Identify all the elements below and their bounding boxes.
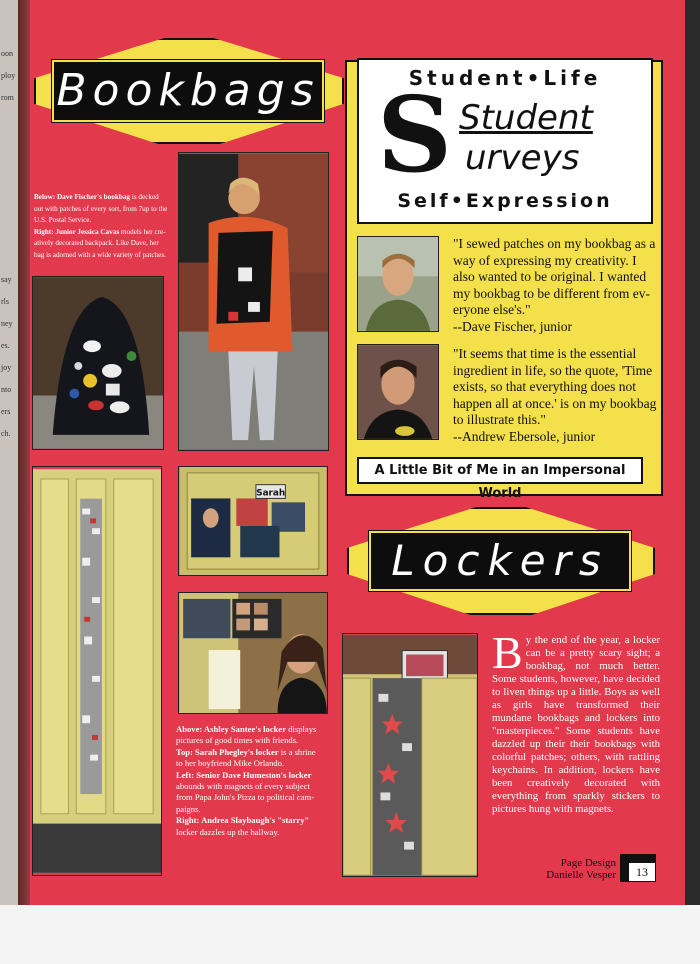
caption-line — [34, 192, 174, 204]
previous-page-fragment: joy — [1, 363, 12, 372]
lockers-heading: Lockers — [391, 536, 609, 585]
caption-subject: Above: Ashley Santee's locker — [176, 724, 287, 734]
previous-page-fragment: oon — [1, 49, 13, 58]
credit-label: Page Design — [560, 857, 616, 869]
caption-line — [176, 804, 336, 815]
quote-line: ingredient in life, so the quote, 'Time — [453, 362, 653, 378]
quote-dave-fischer — [453, 236, 661, 335]
caption-text: out with patches of every sort, from 7up to the — [34, 204, 168, 213]
locker-photo-andrea-slaybaugh — [342, 633, 478, 877]
surveys-title-line2: urveys — [465, 138, 580, 178]
quote-line: eryone else's." — [453, 302, 531, 317]
lockers-banner — [347, 507, 653, 613]
quote-line: exists, so that everything does not — [453, 379, 636, 394]
caption-text: from Papa John's Pizza to political cam- — [176, 792, 315, 803]
quote-line: also wanted to be original. I wanted — [453, 269, 647, 284]
caption-line — [34, 215, 174, 227]
previous-page-fragment: ploy — [1, 71, 16, 80]
previous-page-fragment: es. — [1, 341, 10, 350]
quote-line: happen all at once.' is on my bookbag — [453, 395, 657, 411]
quote-attribution: --Dave Fischer, junior — [453, 318, 573, 334]
bookbag-photo-jessica — [178, 152, 329, 451]
article-dropcap: B — [492, 627, 523, 678]
quote-andrew-ebersole — [453, 346, 661, 445]
caption-text: to her boyfriend Mike Orlando. — [176, 758, 285, 769]
caption-text: locker dazzles up the hallway. — [176, 826, 280, 837]
previous-page-fragment: rls — [1, 297, 9, 306]
caption-text: bag is adorned with a wide variety of patches. — [34, 250, 166, 259]
caption-text: paigns. — [176, 803, 201, 814]
caption-line — [176, 747, 336, 758]
caption-line — [176, 770, 336, 781]
caption-subject: Left: Senior Dave Humeston's locker — [176, 769, 312, 780]
quote-line: "I sewed patches on my bookbag as a — [453, 236, 656, 251]
caption-text: is decked — [130, 193, 159, 201]
caption-text: is a shrine — [278, 746, 316, 757]
locker-photo-ashley-santee — [178, 592, 328, 714]
quote-line: "It seems that time is the essential — [453, 346, 637, 361]
caption-subject: Right: Junior Jessica Cavas — [34, 227, 120, 236]
page-design-credit — [530, 857, 616, 881]
credit-name: Danielle Vesper — [546, 869, 616, 881]
page-number-box — [620, 854, 656, 882]
caption-line — [176, 815, 336, 826]
scan-margin — [0, 905, 700, 964]
quote-line: way of expressing my creativity. I — [453, 252, 637, 268]
previous-page-fragment: rom — [1, 93, 14, 102]
portrait-dave-fischer — [357, 236, 439, 332]
student-surveys-title — [357, 58, 653, 224]
caption-line — [34, 238, 174, 250]
caption-text: pictures of good times with friends. — [176, 735, 299, 746]
previous-page-fragment: ch. — [1, 429, 11, 438]
previous-page-fragment: ers — [1, 407, 11, 416]
surveys-title-line1: Student — [459, 98, 593, 138]
student-life-label: Student•Life — [408, 66, 602, 90]
caption-line — [176, 792, 336, 803]
previous-page-fragment: say — [1, 275, 12, 284]
previous-page-fragment: nto — [1, 385, 12, 394]
caption-subject: Top: Sarah Phegley's locker — [176, 746, 279, 757]
caption-text: displays — [286, 724, 317, 734]
article-text: y the end of the year, a locker can be a pretty scary sight; a bookbag, not much better. Some students, however, have decided to liven things up a little. Boys as well as girls have transformed their mundane bookbags and lockers into "masterpieces." Some students have dazzled up their their bookbags with colorful patches; others, with rattling keychains. In addition, lockers have been creatively decorated with everything from sparkly stickers to pictures hung with magnets. — [492, 634, 660, 815]
caption-text: models her cre- — [119, 227, 166, 236]
page-number: 13 — [628, 862, 656, 882]
portrait-andrew-ebersole — [357, 344, 439, 440]
quote-line: my bookbag to be different from ev- — [453, 285, 650, 301]
locker-photo-sarah-phegley — [178, 466, 328, 576]
caption-text: atively decorated backpack. Like Dave, her — [34, 239, 159, 247]
bookbags-caption — [34, 192, 174, 261]
caption-subject: Right: Andrea Slaybaugh's "starry" — [176, 815, 310, 826]
locker-photo-dave-humeston — [32, 466, 162, 876]
survey-motto: A Little Bit of Me in an Impersonal World — [357, 457, 643, 484]
bookbags-banner — [34, 38, 342, 142]
lockers-article — [492, 627, 660, 816]
caption-line — [176, 724, 336, 735]
caption-line — [176, 735, 336, 746]
lockers-caption — [176, 724, 336, 838]
quote-attribution: --Andrew Ebersole, junior — [453, 428, 596, 444]
caption-subject: Below: Dave Fischer's bookbag — [34, 193, 131, 201]
caption-line — [176, 758, 336, 769]
caption-line — [176, 827, 336, 838]
previous-page-edge — [0, 0, 18, 905]
bookbags-heading: Bookbags — [56, 65, 320, 116]
quote-line: to illustrate this." — [453, 412, 546, 427]
caption-text: U.S. Postal Service. — [34, 216, 92, 224]
page-edge — [685, 0, 700, 905]
self-expression-label: Self•Expression — [397, 190, 613, 212]
caption-line — [34, 227, 174, 239]
caption-line — [34, 250, 174, 262]
previous-page-fragment: ney — [1, 319, 13, 328]
locker-sign-sarah: Sarah — [256, 488, 286, 499]
caption-line — [34, 204, 174, 216]
surveys-initial: S — [377, 73, 453, 196]
caption-line — [176, 781, 336, 792]
bookbag-photo-dave — [32, 276, 164, 450]
caption-text: abounds with magnets of every subject — [176, 781, 310, 792]
